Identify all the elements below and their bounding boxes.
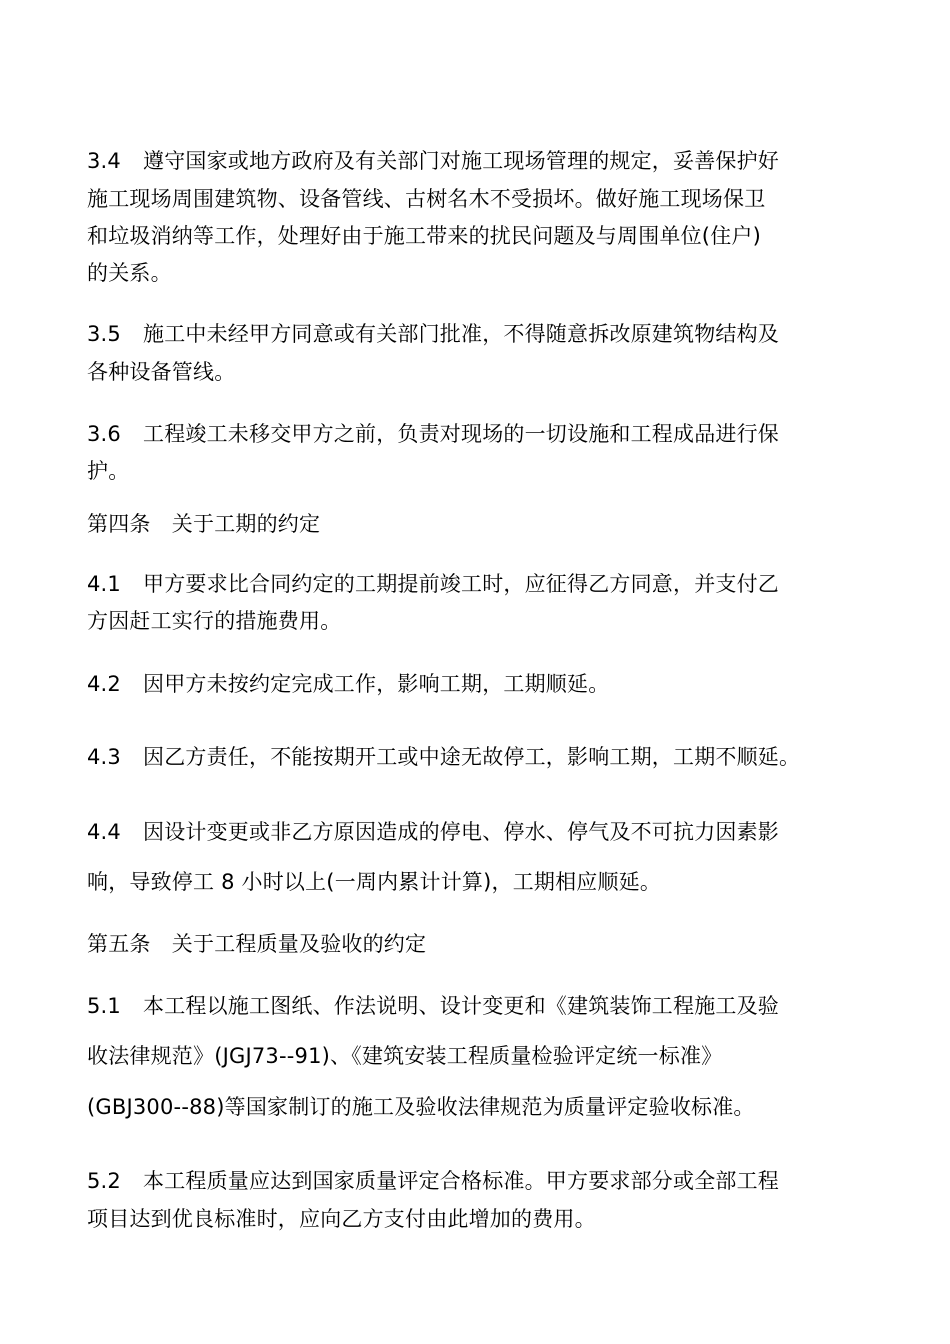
paragraph-5-1-line-2: 收法律规范》(JGJ73--91)、《建筑安装工程质量检验评定统一标准》: [87, 1044, 723, 1068]
paragraph-4-4-line-2: 响，导致停工 8 小时以上(一周内累计计算)，工期相应顺延。: [87, 870, 662, 894]
paragraph-3-5-line-2: 各种设备管线。: [87, 360, 236, 384]
paragraph-4-1-line-1: [87, 570, 779, 598]
clause-number: 3.6: [87, 422, 121, 446]
clause-number: 5.2: [87, 1169, 121, 1193]
clause-number: 4.4: [87, 820, 121, 844]
paragraph-3-4-line-3: 和垃圾消纳等工作，处理好由于施工带来的扰民问题及与周围单位(住户): [87, 224, 761, 248]
paragraph-3-6-line-1: [87, 420, 779, 448]
paragraph-3-5-line-1: [87, 320, 779, 348]
paragraph-4-3-line-1: [87, 743, 800, 771]
paragraph-text: 工程竣工未移交甲方之前，负责对现场的一切设施和工程成品进行保: [143, 422, 779, 446]
paragraph-3-4-line-1: [87, 147, 779, 175]
paragraph-text: 因甲方未按约定完成工作，影响工期，工期顺延。: [143, 672, 610, 696]
section-heading-4: 第四条 关于工期的约定: [87, 512, 321, 536]
paragraph-text: 遵守国家或地方政府及有关部门对施工现场管理的规定，妥善保护好: [143, 149, 779, 173]
paragraph-text: 本工程质量应达到国家质量评定合格标准。甲方要求部分或全部工程: [143, 1169, 779, 1193]
clause-number: 3.5: [87, 322, 121, 346]
paragraph-4-4-line-1: [87, 818, 779, 846]
paragraph-text: 因设计变更或非乙方原因造成的停电、停水、停气及不可抗力因素影: [143, 820, 779, 844]
paragraph-3-4-line-4: 的关系。: [87, 261, 172, 285]
paragraph-5-2-line-1: [87, 1167, 779, 1195]
paragraph-5-1-line-3: (GBJ300--88)等国家制订的施工及验收法律规范为质量评定验收标准。: [87, 1095, 755, 1119]
paragraph-4-2-line-1: [87, 670, 609, 698]
paragraph-5-1-line-1: [87, 992, 779, 1020]
paragraph-text: 因乙方责任，不能按期开工或中途无故停工，影响工期，工期不顺延。: [143, 745, 801, 769]
paragraph-5-2-line-2: 项目达到优良标准时，应向乙方支付由此增加的费用。: [87, 1207, 596, 1231]
paragraph-text: 本工程以施工图纸、作法说明、设计变更和《建筑装饰工程施工及验: [143, 994, 779, 1018]
paragraph-text: 甲方要求比合同约定的工期提前竣工时，应征得乙方同意，并支付乙: [143, 572, 779, 596]
clause-number: 4.3: [87, 745, 121, 769]
paragraph-4-1-line-2: 方因赶工实行的措施费用。: [87, 609, 342, 633]
section-heading-5: 第五条 关于工程质量及验收的约定: [87, 932, 427, 956]
clause-number: 4.2: [87, 672, 121, 696]
clause-number: 4.1: [87, 572, 121, 596]
clause-number: 5.1: [87, 994, 121, 1018]
paragraph-3-6-line-2: 护。: [87, 459, 130, 483]
clause-number: 3.4: [87, 149, 121, 173]
paragraph-3-4-line-2: 施工现场周围建筑物、设备管线、古树名木不受损坏。做好施工现场保卫: [87, 187, 766, 211]
paragraph-text: 施工中未经甲方同意或有关部门批准，不得随意拆改原建筑物结构及: [143, 322, 779, 346]
